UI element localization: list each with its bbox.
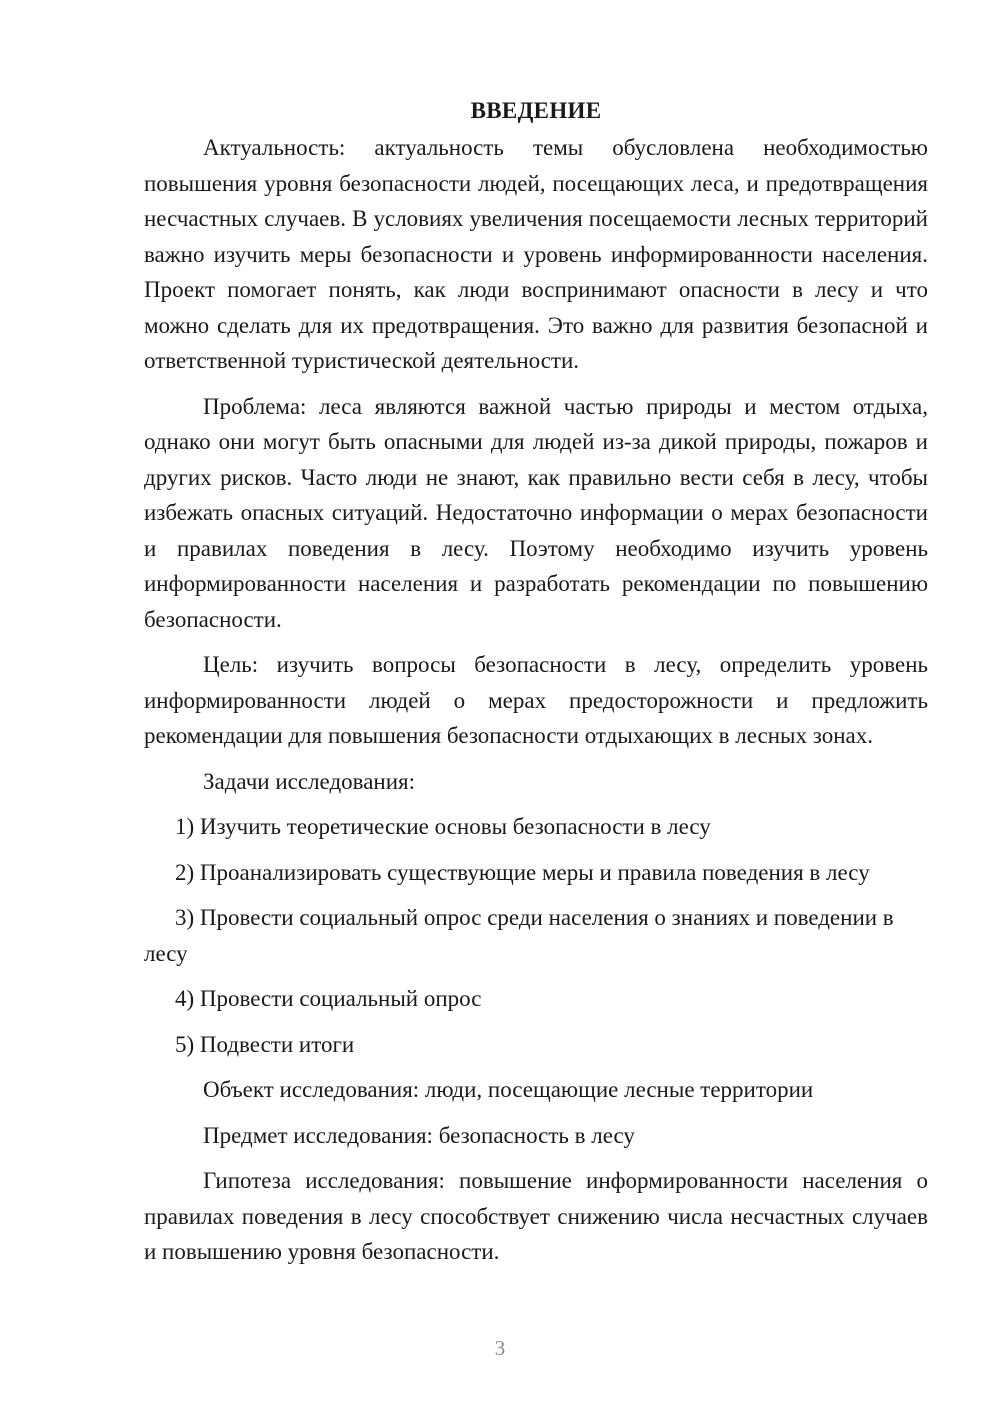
section-title: ВВЕДЕНИЕ [470, 98, 602, 123]
problem-paragraph: Проблема: леса являются важной частью природы и местом отдыха, однако они могут быть опасными для людей из-за дикой природы, пожаров и других рисков. Часто люди не знают, как правильно вести себя в лесу, чтобы избежать опасных ситуаций. Недостаточно информации о мерах безопасности и правилах поведения в лесу. Поэтому необходимо изучить уровень информированности населения и разработать рекомендации по повышению безопасности. [144, 393, 928, 632]
task-item: 5) Подвести итоги [175, 1031, 355, 1057]
tasks-heading: Задачи исследования: [203, 768, 416, 794]
task-item: 4) Провести социальный опрос [175, 986, 482, 1011]
tasks-list [144, 809, 928, 1062]
task-item: 3) Провести социальный опрос среди населения о знаниях и поведении в лесу [144, 905, 894, 966]
research-subject: Предмет исследования: безопасность в лесу [203, 1122, 635, 1148]
research-object: Объект исследования: люди, посещающие лесные территории [203, 1077, 814, 1102]
task-item: 1) Изучить теоретические основы безопасности в лесу [175, 814, 711, 839]
goal-paragraph: Цель: изучить вопросы безопасности в лесу, определить уровень информированности людей о мерах предосторожности и предложить рекомендации для повышения безопасности отдыхающих в лесных зонах. [144, 652, 928, 748]
hypothesis-paragraph: Гипотеза исследования: повышение информированности населения о правилах поведения в лесу способствует снижению числа несчастных случаев и повышению уровня безопасности. [144, 1168, 928, 1264]
task-item: 2) Проанализировать существующие меры и правила поведения в лесу [175, 859, 870, 885]
relevance-paragraph: Актуальность: актуальность темы обусловлена необходимостью повышения уровня безопасности людей, посещающих леса, и предотвращения несчастных случаев. В условиях увеличения посещаемости лесных территорий важно изучить меры безопасности и уровень информированности населения. Проект помогает понять, как люди воспринимают опасности в лесу и что можно сделать для их предотвращения. Это важно для развития безопасной и ответственной туристической деятельности. [144, 135, 928, 373]
page-content [144, 93, 928, 1280]
page-number: 3 [494, 1336, 506, 1360]
